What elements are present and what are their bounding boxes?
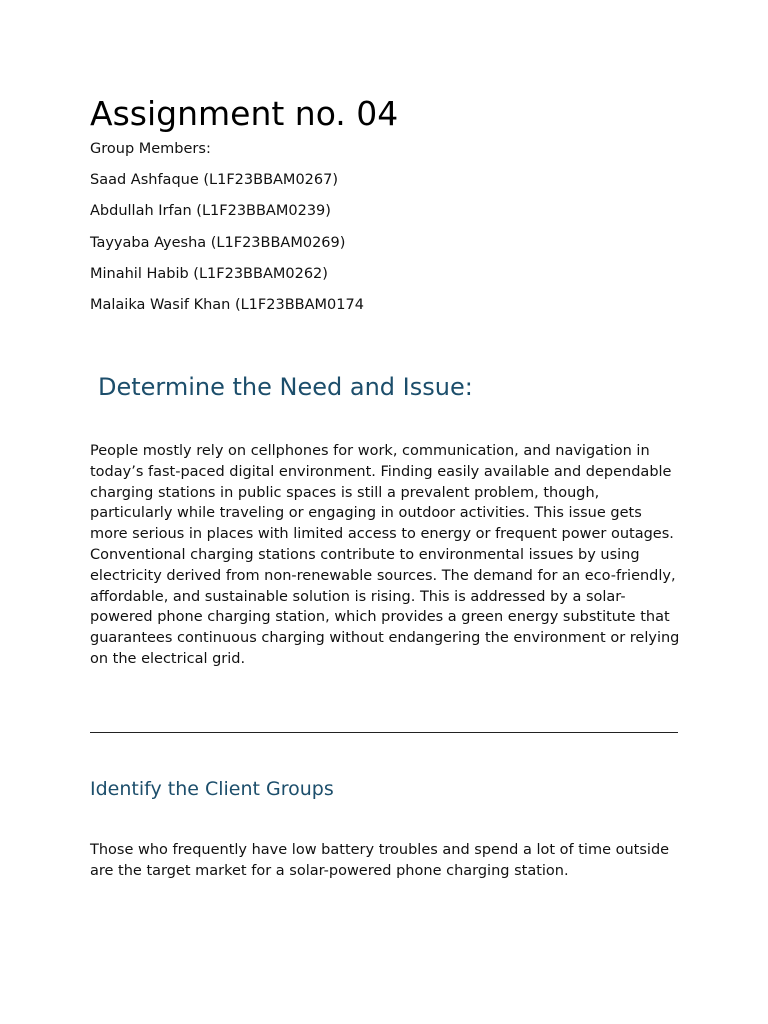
group-member-4: Minahil Habib (L1F23BBAM0262) [90, 266, 328, 282]
section-body-need-issue: People mostly rely on cellphones for work, communication, and navigation in today’s fast-paced digital environment. Finding easily available and dependable charging stations in public spaces is still a prevalent problem, though, particularly while traveling or engaging in outdoor activities. This issue gets more serious in places with limited access to energy or frequent power outages. Conventional charging stations contribute to environmental issues by using electricity derived from non-renewable sources. The demand for an eco-friendly, affordable, and sustainable solution is rising. This is addressed by a solar-powered phone charging station, which provides a green energy substitute that guarantees continuous charging without endangering the environment or relying on the electrical grid. [90, 443, 680, 667]
group-members-label: Group Members: [90, 141, 211, 157]
group-member-2: Abdullah Irfan (L1F23BBAM0239) [90, 203, 331, 219]
group-member-3: Tayyaba Ayesha (L1F23BBAM0269) [90, 235, 346, 251]
group-member-1: Saad Ashfaque (L1F23BBAM0267) [90, 172, 339, 188]
section-heading-client-groups: Identify the Client Groups [90, 778, 334, 800]
section-body-client-groups: Those who frequently have low battery troubles and spend a lot of time outside are the target market for a solar-powered phone charging station. [90, 842, 670, 879]
group-member-5: Malaika Wasif Khan (L1F23BBAM0174 [90, 297, 364, 313]
section-divider [90, 732, 678, 733]
section-heading-need-issue: Determine the Need and Issue: [98, 373, 473, 401]
document-title: Assignment no. 04 [90, 94, 399, 133]
